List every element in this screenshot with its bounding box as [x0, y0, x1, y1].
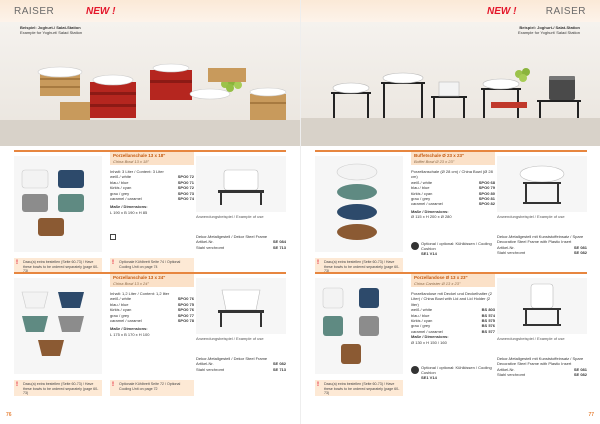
- example-caption: Anwendungsbeispiel / Example of use: [497, 214, 565, 219]
- example-caption: Anwendungsbeispiel / Example of use: [497, 336, 565, 341]
- frame-specs: [196, 234, 286, 250]
- hero-photo: [0, 22, 300, 146]
- cooling-cushion-icon: [411, 242, 419, 250]
- product-title: Porzellandose Ø 13 x 23": [414, 275, 468, 280]
- product-photo: [14, 278, 102, 374]
- frame-row: Stahl verchromt SE 713: [196, 366, 286, 372]
- product-photo: [14, 156, 102, 252]
- measures-label: Maße / Dimensions:: [110, 326, 148, 332]
- frame-row: Stahl verchromt SE 082: [497, 372, 587, 378]
- variant-row: türkis / cyan SPO0 72: [110, 185, 194, 191]
- hero-caption-title: Beispiel: Joghurt-/ Salat-Station: [519, 25, 580, 30]
- variant-row: weiß / white SPO0 68: [411, 179, 495, 185]
- variant-row: grau / grey SPO0 81: [411, 196, 495, 202]
- new-badge: NEW !: [86, 6, 116, 17]
- catalog-page-right: [300, 0, 600, 424]
- frame-row: Stahl verchromt SE 713: [196, 244, 286, 250]
- variant-row: weiß / white SPO0 72: [110, 174, 194, 180]
- product-card: [315, 150, 587, 278]
- frame-specs: [497, 356, 587, 378]
- frame-title: Dekor-Metallgestell mit Kunststoffeinsatz / Spare Decorative Steel Frame with Plastic Insert: [497, 234, 584, 245]
- example-caption: Anwendungsbeispiel / Example of use: [196, 336, 264, 341]
- example-photo: [497, 156, 587, 212]
- measures-value: Ø 130 x H 150 / 160: [411, 339, 447, 345]
- frame-title: Dekor-Metallgestell / Dekor Steel Frame: [196, 234, 268, 239]
- variant-row: weiß / white SPO0 76: [110, 296, 194, 302]
- variant-row: türkis / cyan SPO0 76: [110, 307, 194, 313]
- warning-icon: !: [16, 260, 18, 266]
- product-card: [315, 272, 587, 400]
- hero-caption-subtitle: Example for Yoghurt/ Salad Station: [20, 30, 83, 35]
- product-specs: [411, 169, 495, 220]
- warning-icon: !: [317, 382, 319, 388]
- frame-row: Artikel-Nr. SE 082: [196, 361, 286, 367]
- example-photo: [497, 278, 587, 334]
- product-title-box: [411, 152, 495, 165]
- frame-row: Artikel-Nr. SE 081: [497, 244, 587, 250]
- product-capacity: Porzellandose mit Deckel und Deckelhalter (2 Liter) / China Bowl with Lid and Lid Holder (2 liter): [411, 291, 492, 307]
- frame-title: Dekor-Metallgestell mit Kunststoffeinsatz / Spare Decorative Steel Frame with Plastic Insert: [497, 356, 584, 367]
- measures-value: L 190 x B 190 x H 85: [110, 209, 148, 215]
- measures-label: Maße / Dimensions:: [411, 334, 449, 340]
- variant-row: caramel / caramel SPO0 82: [411, 201, 495, 207]
- hero-caption: [518, 25, 580, 35]
- product-subtitle: China Bowl 13 x 24": [113, 281, 149, 286]
- product-subtitle: Buffet Bowl Ø 23 x 23": [414, 159, 455, 164]
- cooling-cushion-icon: [411, 366, 419, 374]
- warning-icon: !: [16, 382, 18, 388]
- product-specs: [411, 291, 495, 345]
- example-photo: [196, 278, 286, 334]
- cooling-note: ! Optionale Kühlbrett Seite 72 / Optional Cooling Unit on page 72: [110, 380, 194, 396]
- product-subtitle: China Bowl 13 x 18": [113, 159, 149, 164]
- measures-value: Ø 115 x H 200 x Ø 280: [411, 214, 452, 220]
- frame-specs: [497, 234, 587, 256]
- product-card: [14, 150, 286, 278]
- variant-row: grau / grey SPO0 77: [110, 312, 194, 318]
- warning-icon: !: [317, 260, 319, 266]
- warning-icon: !: [112, 382, 114, 388]
- product-specs: [110, 169, 194, 215]
- page-number: 76: [6, 412, 12, 418]
- variant-row: blau / blue SPO0 71: [110, 179, 194, 185]
- variant-row: blau / blue BS 574: [411, 312, 495, 318]
- hero-caption-title: Beispiel: Joghurt-/ Salat-Station: [20, 25, 81, 30]
- new-badge: NEW !: [487, 6, 517, 17]
- hero-caption: [20, 25, 82, 35]
- order-note: ! Dazu(a) extra bestellen (Seite 60-73) / Have these bowls to be ordered separately (page 60-73): [14, 258, 102, 274]
- page-number: 77: [588, 412, 594, 418]
- frame-title: Dekor-Metallgestell / Dekor Steel Frame: [196, 356, 268, 361]
- variant-row: grau / grey SPO0 73: [110, 190, 194, 196]
- product-specs: [110, 291, 194, 337]
- measures-label: Maße / Dimensions:: [411, 208, 449, 214]
- product-photo: [315, 278, 403, 374]
- frame-specs: [196, 356, 286, 372]
- buffet-illustration: [301, 22, 600, 146]
- cooling-option: Optional / optional: Kühlkissen / Cooling Cushion SE1 V14: [421, 241, 492, 256]
- product-title: Porzellanschale 13 x 24": [113, 275, 166, 280]
- product-title: Buffetschale Ø 23 x 23": [414, 153, 465, 158]
- frame-row: Artikel-Nr. SE 084: [196, 239, 286, 245]
- product-title-box: [411, 274, 495, 287]
- product-title-box: [110, 274, 194, 287]
- buffet-illustration: [0, 22, 300, 146]
- variant-row: türkis / cyan SPO0 80: [411, 190, 495, 196]
- product-capacity: Inhalt: 3 Liter / Content: 3 Liter: [110, 169, 164, 174]
- product-subtitle: China Canister Ø 13 x 23": [414, 281, 461, 286]
- measures-label: Maße / Dimensions:: [110, 204, 148, 210]
- hero-photo: [301, 22, 600, 146]
- variant-row: caramel / caramel BS 577: [411, 328, 495, 334]
- section-title: RAISER: [545, 6, 586, 17]
- variant-row: caramel / caramel SPO0 78: [110, 318, 194, 324]
- variant-row: blau / blue SPO0 79: [411, 185, 495, 191]
- order-note: ! Dazu(a) extra bestellen (Seite 60-73) / Have these bowls to be ordered separately (page 60-73): [14, 380, 102, 396]
- example-photo: [196, 156, 286, 212]
- cooling-note: ! Optionale Kühlbrett Seite 74 / Optional Cooling Unit on page 74: [110, 258, 194, 274]
- order-note: ! Dazu(a) extra bestellen (Seite 60-73) / Have these bowls to be ordered separately (page 60-73): [315, 380, 403, 396]
- product-title-box: [110, 152, 194, 165]
- variant-row: caramel / caramel SPO0 74: [110, 196, 194, 202]
- product-card: [14, 272, 286, 400]
- order-note: ! Dazu(a) extra bestellen (Seite 60-73) / Have these bowls to be ordered separately (page 60-73): [315, 258, 403, 274]
- measures-value: L 175 x B 170 x H 100: [110, 331, 150, 337]
- product-title: Porzellanschale 13 x 18": [113, 153, 166, 158]
- variant-row: blau / blue SPO0 75: [110, 301, 194, 307]
- product-capacity: Inhalt: 1,2 Liter / Content: 1,2 liter: [110, 291, 170, 296]
- variant-row: weiß / white BS 803: [411, 307, 495, 313]
- variant-row: türkis / cyan BS 575: [411, 318, 495, 324]
- frame-row: Stahl verchromt SE 082: [497, 250, 587, 256]
- product-photo: [315, 156, 403, 252]
- cooling-option: Optional / optional: Kühlkissen / Cooling Cushion SE1 V14: [421, 365, 492, 380]
- frame-row: Artikel-Nr. SE 081: [497, 366, 587, 372]
- hero-caption-subtitle: Example for Yoghurt/ Salad Station: [517, 30, 580, 35]
- section-title: RAISER: [14, 6, 55, 17]
- example-caption: Anwendungsbeispiel / Example of use: [196, 214, 264, 219]
- product-capacity: Porzellanschale (Ø 28 cm) / China Bowl (Ø 28 cm): [411, 169, 493, 180]
- order-checkbox[interactable]: [110, 234, 116, 240]
- variant-row: grau / grey BS 576: [411, 323, 495, 329]
- warning-icon: !: [112, 260, 114, 266]
